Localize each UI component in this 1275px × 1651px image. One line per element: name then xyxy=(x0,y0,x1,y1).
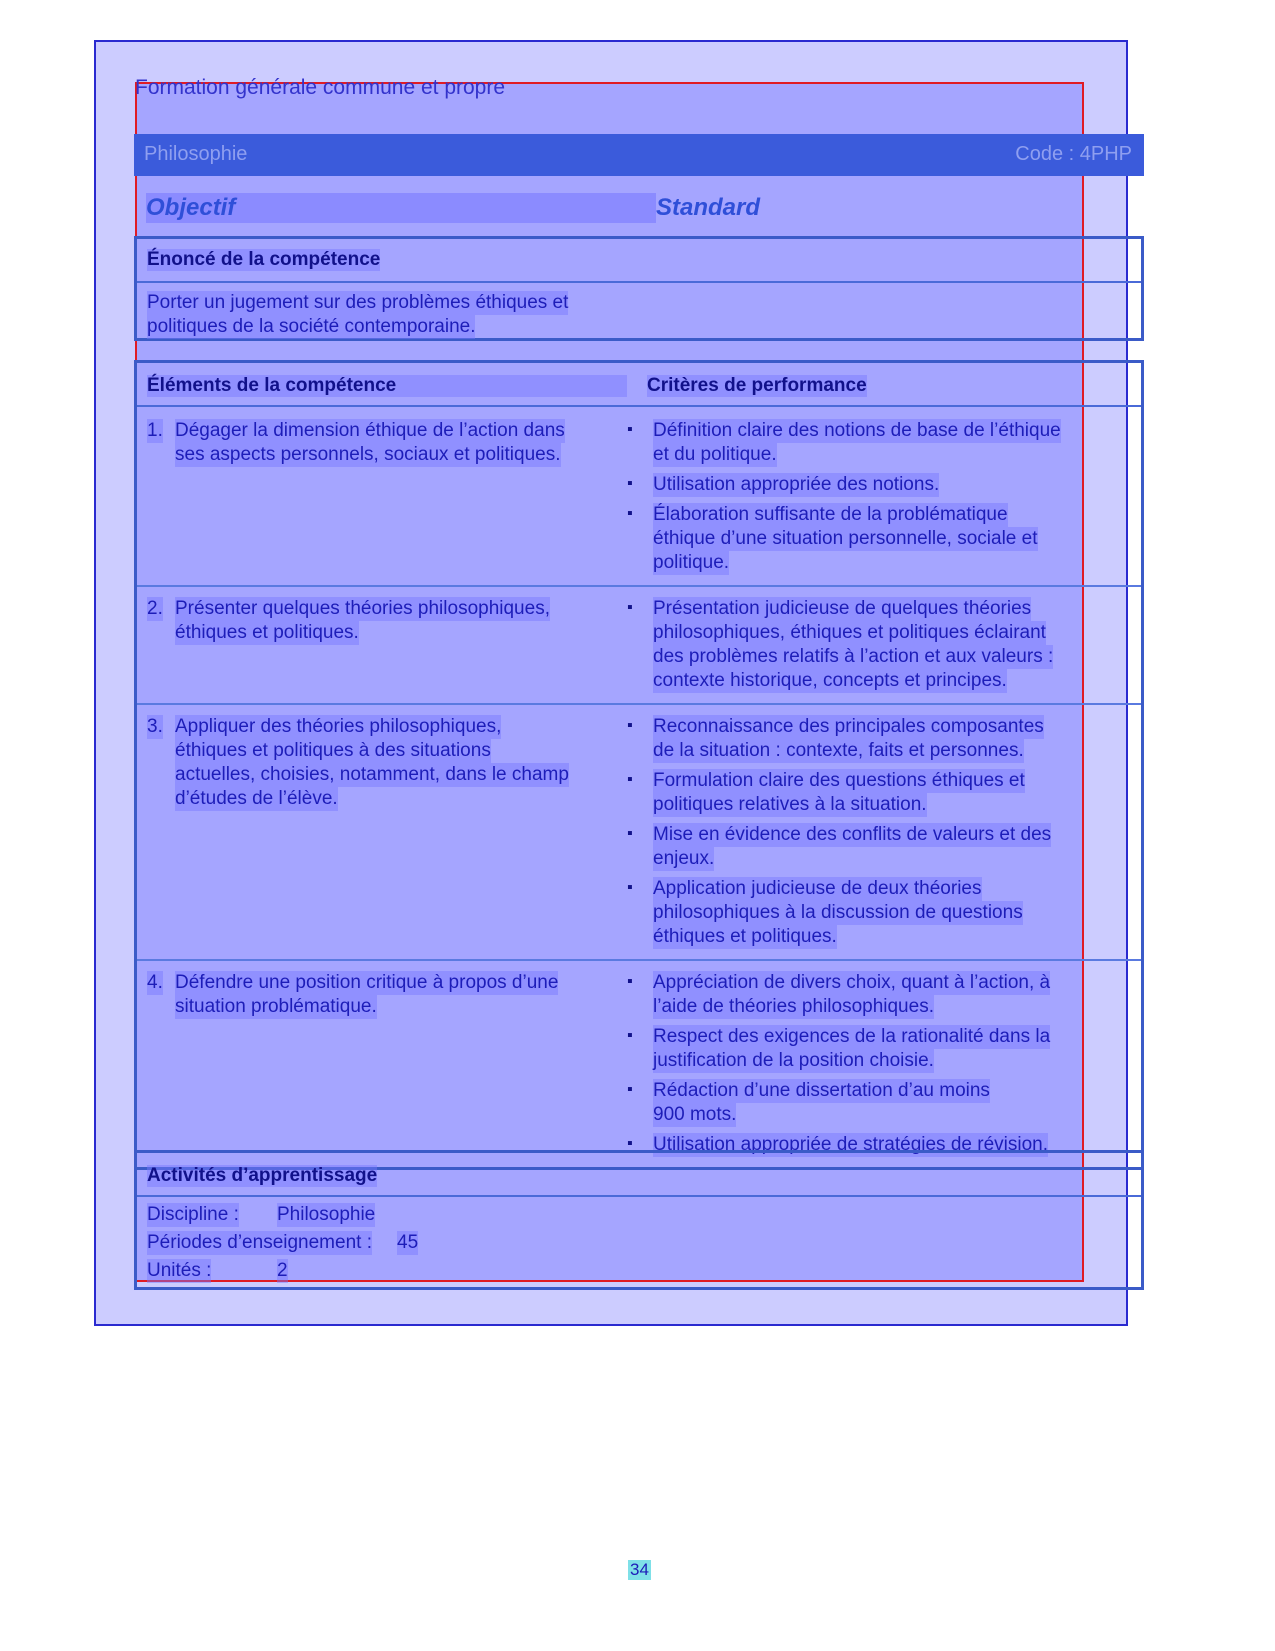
element-text-line: Défendre une position critique à propos d’une xyxy=(175,972,559,993)
bullet-icon: ▪ xyxy=(627,717,633,734)
element-number: 2. xyxy=(147,598,163,619)
criterion-text-line: philosophiques, éthiques et politiques éclairant xyxy=(653,622,1046,643)
activities-box xyxy=(134,1150,1144,1290)
activities-heading: Activités d’apprentissage xyxy=(147,1165,378,1186)
element-text-line: situation problématique. xyxy=(175,996,377,1017)
element-number: 3. xyxy=(147,716,163,737)
element-number: 4. xyxy=(147,972,163,993)
objectif-label: Objectif xyxy=(146,193,656,223)
periods-label: Périodes d’enseignement : xyxy=(147,1232,372,1253)
criterion-text-line: Définition claire des notions de base de l’éthique xyxy=(653,420,1061,441)
criterion-text-line: éthique d’une situation personnelle, sociale et xyxy=(653,528,1038,549)
bullet-icon: ▪ xyxy=(627,879,633,896)
bullet-icon: ▪ xyxy=(627,825,633,842)
row-separator xyxy=(137,959,1141,961)
bullet-icon: ▪ xyxy=(627,1027,633,1044)
element-text-line: Présenter quelques théories philosophiques, xyxy=(175,598,550,619)
criterion-text-line: des problèmes relatifs à l’action et aux valeurs : xyxy=(653,646,1054,667)
element-text-line: Dégager la dimension éthique de l’action dans xyxy=(175,420,565,441)
objective-row xyxy=(146,193,1086,225)
page-number: 34 xyxy=(630,1560,649,1579)
units-value: 2 xyxy=(277,1260,288,1281)
criterion-text-line: Appréciation de divers choix, quant à l’action, à xyxy=(653,972,1051,993)
standard-label: Standard xyxy=(656,194,761,221)
bullet-icon: ▪ xyxy=(627,505,633,522)
elements-header xyxy=(137,363,1141,407)
criterion-text-line: Utilisation appropriée des notions. xyxy=(653,474,940,495)
course-bar xyxy=(134,134,1144,176)
criterion-text-line: Mise en évidence des conflits de valeurs et des xyxy=(653,824,1052,845)
criterion-text-line: Formulation claire des questions éthiques et xyxy=(653,770,1025,791)
element-text-line: d’études de l’élève. xyxy=(175,788,338,809)
element-number: 1. xyxy=(147,420,163,441)
elements-box xyxy=(134,360,1144,1170)
criterion-text-line: politiques relatives à la situation. xyxy=(653,794,927,815)
document-title: Formation générale commune et propre xyxy=(135,76,506,99)
element-text-line: éthiques et politiques. xyxy=(175,622,359,643)
course-code: Code : 4PHP xyxy=(1015,143,1132,165)
bullet-icon: ▪ xyxy=(627,973,633,990)
criterion-text-line: 900 mots. xyxy=(653,1104,737,1125)
element-text-line: éthiques et politiques à des situations xyxy=(175,740,491,761)
course-name: Philosophie xyxy=(144,143,248,165)
bullet-icon: ▪ xyxy=(627,1081,633,1098)
criterion-text-line: Élaboration suffisante de la problématique xyxy=(653,504,1008,525)
criterion-text-line: contexte historique, concepts et principes. xyxy=(653,670,1007,691)
elements-heading: Éléments de la compétence xyxy=(147,375,627,397)
competence-line-1: Porter un jugement sur des problèmes éthiques et xyxy=(147,292,569,313)
discipline-value: Philosophie xyxy=(277,1204,376,1225)
element-text-line: ses aspects personnels, sociaux et politiques. xyxy=(175,444,561,465)
criterion-text-line: justification de la position choisie. xyxy=(653,1050,934,1071)
competence-box xyxy=(134,236,1144,341)
discipline-label: Discipline : xyxy=(147,1204,239,1225)
competence-heading: Énoncé de la compétence xyxy=(147,249,381,270)
units-label: Unités : xyxy=(147,1260,212,1281)
criterion-text-line: philosophiques à la discussion de questions xyxy=(653,902,1023,923)
competence-line-2: politiques de la société contemporaine. xyxy=(147,316,476,337)
bullet-icon: ▪ xyxy=(627,599,633,616)
criterion-text-line: Application judicieuse de deux théories xyxy=(653,878,982,899)
criterion-text-line: enjeux. xyxy=(653,848,715,869)
criterion-text-line: Utilisation appropriée de stratégies de révision. xyxy=(653,1134,1048,1155)
activities-header xyxy=(137,1153,1141,1197)
element-text-line: actuelles, choisies, notamment, dans le champ xyxy=(175,764,569,785)
criterion-text-line: et du politique. xyxy=(653,444,777,465)
criterion-text-line: politique. xyxy=(653,552,730,573)
criterion-text-line: Présentation judicieuse de quelques théories xyxy=(653,598,1032,619)
bullet-icon: ▪ xyxy=(627,421,633,438)
competence-header xyxy=(137,239,1141,283)
bullet-icon: ▪ xyxy=(627,771,633,788)
element-text-line: Appliquer des théories philosophiques, xyxy=(175,716,502,737)
periods-value: 45 xyxy=(397,1232,419,1253)
criterion-text-line: éthiques et politiques. xyxy=(653,926,837,947)
bullet-icon: ▪ xyxy=(627,1135,633,1152)
criteria-heading: Critères de performance xyxy=(647,375,867,396)
criterion-text-line: Rédaction d’une dissertation d’au moins xyxy=(653,1080,990,1101)
row-separator xyxy=(137,703,1141,705)
criterion-text-line: de la situation : contexte, faits et personnes. xyxy=(653,740,1024,761)
row-separator xyxy=(137,585,1141,587)
bullet-icon: ▪ xyxy=(627,475,633,492)
criterion-text-line: Respect des exigences de la rationalité dans la xyxy=(653,1026,1051,1047)
criterion-text-line: Reconnaissance des principales composantes xyxy=(653,716,1044,737)
criterion-text-line: l’aide de théories philosophiques. xyxy=(653,996,934,1017)
